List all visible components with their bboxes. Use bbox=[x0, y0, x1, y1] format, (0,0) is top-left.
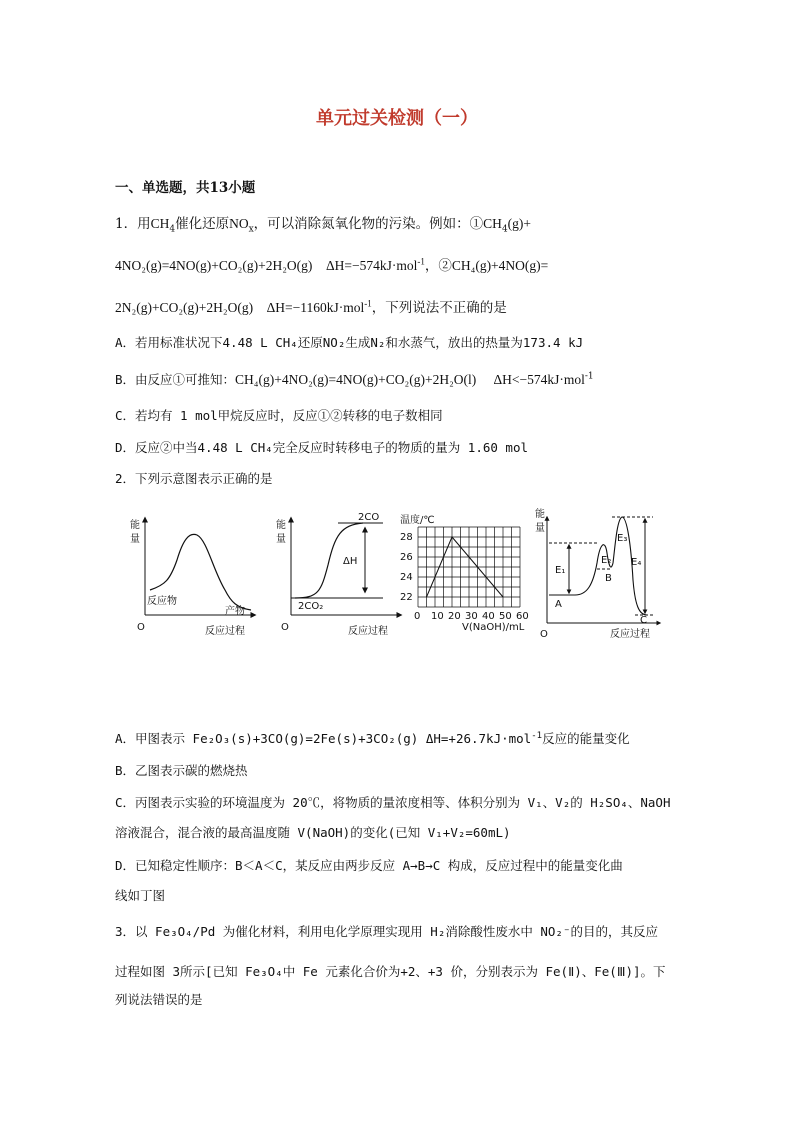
q1-option-a[interactable]: A．若用标准状况下4.48 L CH₄还原NO₂生成N₂和水蒸气，放出的热量为173.4 kJ bbox=[115, 335, 584, 350]
figure-ding bbox=[535, 505, 665, 640]
q1-sub: x bbox=[248, 224, 254, 235]
fig1-ylabel-2: 量 bbox=[130, 534, 140, 545]
fig3-xtick: 50 bbox=[499, 611, 512, 622]
q1-text: 催化还原 bbox=[175, 216, 230, 232]
fig3-ytick: 28 bbox=[400, 532, 413, 543]
fig2-bottom-label: 2CO₂ bbox=[298, 601, 324, 612]
fig2-xlabel: 反应过程 bbox=[348, 626, 388, 637]
q1-text: ，可以消除氮氧化物的污染。例如：① bbox=[253, 216, 484, 232]
q1-stem-line1 bbox=[115, 212, 531, 235]
q3-stem-line1: 3．以 Fe₃O₄/Pd 为催化材料，利用电化学原理实现用 H₂消除酸性废水中 NO₂⁻的目的，其反应 bbox=[115, 924, 658, 939]
q1-option-c[interactable]: C．若均有 1 mol甲烷反应时，反应①②转移的电子数相同 bbox=[115, 408, 443, 423]
page-title: 单元过关检测（一） bbox=[316, 108, 478, 129]
q3-stem-line2: 过程如图 3所示[已知 Fe₃O₄中 Fe 元素化合价为+2、+3 价，分别表示为 Fe(Ⅱ)、Fe(Ⅲ)]。下 bbox=[115, 964, 666, 979]
figure-bing bbox=[400, 515, 535, 633]
figure-jia bbox=[125, 510, 255, 640]
fig3-ytick: 26 bbox=[400, 552, 413, 563]
fig3-xtick: 20 bbox=[448, 611, 461, 622]
fig4-origin: O bbox=[540, 629, 548, 640]
q2-option-b[interactable]: B．乙图表示碳的燃烧热 bbox=[115, 763, 248, 778]
figure-yi bbox=[273, 510, 403, 640]
q1-sub: 4 bbox=[169, 224, 176, 235]
fig1-ylabel-1: 能 bbox=[130, 520, 140, 531]
q2-option-a-text: A．甲图表示 Fe₂O₃(s)+3CO(g)=2Fe(s)+3CO₂(g) ΔH=+26.7kJ·mol bbox=[115, 731, 532, 746]
fig3-ytick: 24 bbox=[400, 572, 413, 583]
q2-option-d-line1[interactable]: D．已知稳定性顺序：B＜A＜C，某反应由两步反应 A→B→C 构成，反应过程中的能量变化曲 bbox=[115, 858, 623, 873]
q1-stem-line3 bbox=[115, 296, 507, 316]
fig3-xtick: 10 bbox=[431, 611, 444, 622]
fig1-reactant-label: 反应物 bbox=[147, 596, 177, 607]
q2-option-a[interactable] bbox=[115, 729, 630, 747]
fig3-xlabel: V(NaOH)/mL bbox=[462, 622, 525, 633]
q2-option-d-line2: 线如丁图 bbox=[115, 888, 166, 903]
q1-equation-2b: 2N₂(g)+CO₂(g)+2H₂O(g) bbox=[115, 300, 254, 315]
q1-option-b-eq: CH₄(g)+4NO₂(g)=4NO(g)+CO₂(g)+2H₂O(l) bbox=[235, 372, 477, 387]
fig2-origin: O bbox=[281, 622, 289, 633]
q2-option-a-sup: -1 bbox=[531, 730, 543, 741]
fig3-xtick: 40 bbox=[482, 611, 495, 622]
q1-text: ，下列说法不正确的是 bbox=[371, 300, 507, 316]
q1-formula: (g)+ bbox=[507, 216, 532, 231]
q1-text: ，② bbox=[424, 258, 452, 274]
fig2-top-label: 2CO bbox=[358, 512, 380, 523]
q2-option-c-line1[interactable]: C．丙图表示实验的环境温度为 20℃，将物质的量浓度相等、体积分别为 V₁、V₂的 H₂SO₄、NaOH bbox=[115, 795, 671, 810]
fig4-b-label: B bbox=[605, 573, 612, 584]
fig4-c-label: C bbox=[640, 615, 647, 626]
q3-stem-line3: 列说法错误的是 bbox=[115, 992, 203, 1007]
fig4-e3-label: E₃ bbox=[617, 533, 628, 544]
q1-option-b-dh: ΔH<−574kJ·mol bbox=[493, 372, 585, 387]
q1-sup: -1 bbox=[364, 298, 372, 309]
fig4-e4-label: E₄ bbox=[631, 557, 642, 568]
q1-option-d[interactable]: D．反应②中当4.48 L CH₄完全反应时转移电子的物质的量为 1.60 mol bbox=[115, 440, 529, 455]
fig4-ylabel-1: 能 bbox=[535, 509, 545, 520]
q2-stem: 2．下列示意图表示正确的是 bbox=[115, 471, 273, 486]
q1-formula: NO bbox=[229, 216, 249, 231]
fig2-ylabel-1: 能 bbox=[276, 520, 286, 531]
fig4-e2-label: E₂ bbox=[601, 555, 612, 566]
fig4-e1-label: E₁ bbox=[555, 565, 566, 576]
fig3-xtick: 60 bbox=[516, 611, 529, 622]
q2-option-a-tail: 反应的能量变化 bbox=[542, 731, 630, 746]
fig1-product-label: 产物 bbox=[225, 606, 245, 617]
section-heading: 一、单选题，共13小题 bbox=[115, 180, 256, 196]
q1-option-b[interactable] bbox=[115, 370, 594, 388]
q1-equation-1: 4NO₂(g)=4NO(g)+CO₂(g)+2H₂O(g) bbox=[115, 258, 313, 273]
q1-dh-2: ΔH=−1160kJ·mol bbox=[266, 300, 365, 315]
fig3-xtick: 0 bbox=[414, 611, 421, 622]
q1-sup: -1 bbox=[584, 371, 594, 382]
q1-dh-1: ΔH=−574kJ·mol bbox=[325, 258, 418, 273]
fig3-ylabel: 温度/℃ bbox=[400, 515, 435, 526]
fig3-ytick: 22 bbox=[400, 592, 413, 603]
q1-sub: 4 bbox=[501, 224, 508, 235]
fig4-ylabel-2: 量 bbox=[535, 523, 545, 534]
fig1-origin: O bbox=[137, 622, 145, 633]
q1-equation-2: CH₄(g)+4NO(g)= bbox=[451, 258, 549, 273]
q1-sup: -1 bbox=[417, 256, 425, 267]
q1-formula: CH bbox=[483, 216, 502, 231]
q2-option-c-line2: 溶液混合，混合液的最高温度随 V(NaOH)的变化(已知 V₁+V₂=60mL) bbox=[115, 825, 511, 840]
q1-formula: CH bbox=[150, 216, 170, 231]
fig3-xtick: 30 bbox=[465, 611, 478, 622]
fig2-ylabel-2: 量 bbox=[276, 534, 286, 545]
fig3-grid bbox=[418, 527, 520, 607]
fig4-xlabel: 反应过程 bbox=[610, 629, 650, 640]
q1-option-b-label: B．由反应①可推知： bbox=[115, 372, 236, 387]
q1-stem-line2 bbox=[115, 254, 548, 274]
fig2-dh-label: ΔH bbox=[343, 556, 358, 567]
fig1-xlabel: 反应过程 bbox=[205, 626, 245, 637]
q1-text: 1．用 bbox=[115, 216, 151, 232]
fig4-a-label: A bbox=[555, 599, 562, 610]
